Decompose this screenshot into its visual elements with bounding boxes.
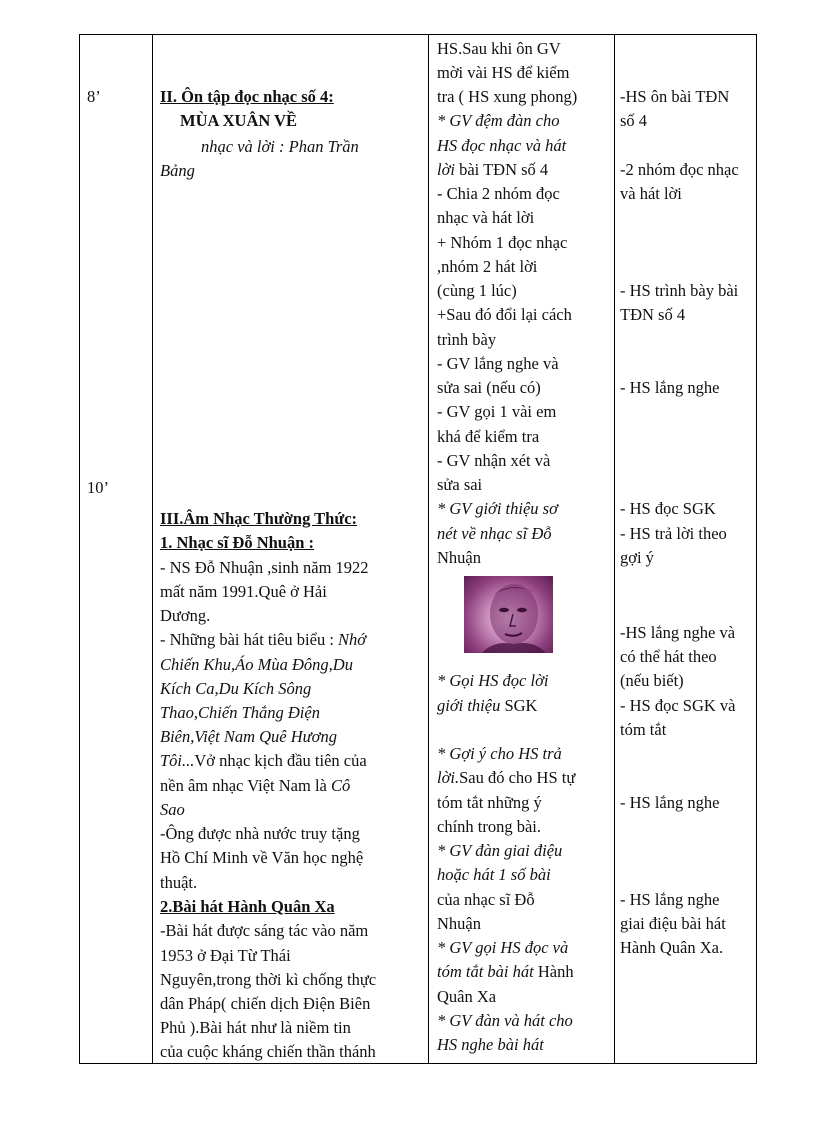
text-line	[160, 774, 350, 798]
text-line: tóm tắt những ý	[437, 793, 542, 812]
text-line	[437, 158, 548, 182]
column-divider	[614, 35, 615, 1063]
text-line: TĐN số 4	[620, 305, 686, 324]
text-line: dân Pháp( chiến dịch Điện Biên	[160, 994, 371, 1013]
text-line: của nhạc sĩ Đỗ	[437, 890, 535, 909]
text-line: 1953 ở Đại Từ Thái	[160, 946, 291, 965]
section-3-title: III.Âm Nhạc Thường Thức:	[160, 509, 358, 528]
text-line: có thể hát theo	[620, 647, 717, 666]
text-line: -HS ôn bài TĐN	[620, 87, 730, 106]
text-line: giai điệu bài hát	[620, 914, 726, 933]
text-part: lời	[437, 160, 460, 179]
text-line: -Bài hát được sáng tác vào năm	[160, 921, 369, 940]
text-line: HS đọc nhạc và hát	[437, 136, 567, 155]
text-line: Thao,Chiến Thắng Điện	[160, 703, 320, 722]
composer-portrait	[464, 576, 553, 653]
text-line	[437, 960, 574, 984]
text-part: nền âm nhạc Việt Nam là	[160, 776, 331, 795]
text-part: Nhớ	[338, 630, 367, 649]
text-part: bài TĐN số 4	[459, 160, 549, 179]
text-line	[160, 628, 366, 652]
text-line: thuật.	[160, 873, 198, 892]
text-line: sửa sai	[437, 475, 483, 494]
text-line: - NS Đỗ Nhuận ,sinh năm 1922	[160, 558, 369, 577]
text-line: Sao	[160, 800, 185, 819]
text-line: tóm tắt	[620, 720, 667, 739]
text-line: (nếu biết)	[620, 671, 684, 690]
text-line: gợi ý	[620, 548, 654, 567]
text-part: - Những bài hát tiêu biểu :	[160, 630, 339, 649]
text-line: -2 nhóm đọc nhạc	[620, 160, 739, 179]
text-line: - Chia 2 nhóm đọc	[437, 184, 560, 203]
text-line: - GV lắng nghe và	[437, 354, 559, 373]
text-line: số 4	[620, 111, 648, 130]
text-line: - HS lắng nghe	[620, 378, 720, 397]
text-line: * GV đệm đàn cho	[437, 111, 560, 130]
text-line	[437, 766, 575, 790]
text-line: tra ( HS xung phong)	[437, 87, 578, 106]
text-line: (cùng 1 lúc)	[437, 281, 517, 300]
text-line: Nhuận	[437, 548, 481, 567]
text-line: * GV gọi HS đọc và	[437, 938, 569, 957]
song-author-cont: Bảng	[160, 161, 195, 180]
text-line: hoặc hát 1 số bài	[437, 865, 551, 884]
text-part: lời.	[437, 768, 460, 787]
text-line: -Ông được nhà nước truy tặng	[160, 824, 360, 843]
text-line: mời vài HS để kiểm	[437, 63, 570, 82]
text-line: Quân Xa	[437, 987, 497, 1006]
text-line: Biên,Việt Nam Quê Hương	[160, 727, 337, 746]
time-10min: 10’	[87, 478, 109, 497]
text-part: Tôi...	[160, 751, 195, 770]
text-line: + Nhóm 1 đọc nhạc	[437, 233, 568, 252]
text-line: * GV giới thiệu sơ	[437, 499, 558, 518]
text-line	[437, 694, 537, 718]
section-2-title: II. Ôn tập đọc nhạc số 4:	[160, 87, 334, 106]
text-line: -HS lắng nghe và	[620, 623, 736, 642]
text-line: Phủ ).Bài hát như là niềm tin	[160, 1018, 351, 1037]
text-line: * Gợi ý cho HS trả	[437, 744, 562, 763]
text-line: - HS đọc SGK và	[620, 696, 736, 715]
text-line: * Gọi HS đọc lời	[437, 671, 549, 690]
text-line: trình bày	[437, 330, 497, 349]
text-line: - HS trình bày bài	[620, 281, 739, 300]
text-line: Nhuận	[437, 914, 481, 933]
song-title: MÙA XUÂN VỀ	[180, 111, 298, 130]
text-part: Vở nhạc kịch đầu tiên của	[194, 751, 367, 770]
subsection-2-title: 2.Bài hát Hành Quân Xa	[160, 897, 335, 916]
text-line: của cuộc kháng chiến thần thánh	[160, 1042, 376, 1061]
text-line: HS nghe bài hát	[437, 1035, 544, 1054]
text-line: và hát lời	[620, 184, 682, 203]
text-line: sửa sai (nếu có)	[437, 378, 541, 397]
text-part: Cô	[330, 776, 351, 795]
text-line: - HS đọc SGK	[620, 499, 716, 518]
text-line: chính trong bài.	[437, 817, 542, 836]
text-line: - HS lắng nghe	[620, 890, 720, 909]
text-line	[160, 749, 367, 773]
text-line: +Sau đó đổi lại cách	[437, 305, 572, 324]
text-line: - GV nhận xét và	[437, 451, 551, 470]
text-part: tóm tắt bài hát	[437, 962, 538, 981]
text-part: Sau đó cho HS tự	[459, 768, 576, 787]
text-line: ,nhóm 2 hát lời	[437, 257, 538, 276]
song-author: nhạc và lời : Phan Trần	[201, 137, 359, 156]
text-line: Hồ Chí Minh về Văn học nghệ	[160, 848, 364, 867]
text-line: HS.Sau khi ôn GV	[437, 39, 561, 58]
text-line: khá để kiểm tra	[437, 427, 540, 446]
text-line: - HS lắng nghe	[620, 793, 720, 812]
text-part: giới thiệu	[437, 696, 505, 715]
subsection-1-title: 1. Nhạc sĩ Đỗ Nhuận :	[160, 533, 315, 552]
text-line: - HS trả lời theo	[620, 524, 727, 543]
portrait-illustration	[464, 576, 553, 653]
text-line: Dương.	[160, 606, 211, 625]
text-part: Hành	[537, 962, 574, 981]
text-line: Nguyên,trong thời kì chống thực	[160, 970, 377, 989]
text-part: SGK	[504, 696, 538, 715]
text-line: nhạc và hát lời	[437, 208, 535, 227]
text-line: Hành Quân Xa.	[620, 938, 724, 957]
column-divider	[152, 35, 153, 1063]
text-line: * GV đàn giai điệu	[437, 841, 563, 860]
text-line: - GV gọi 1 vài em	[437, 402, 557, 421]
text-line: Chiến Khu,Áo Mùa Đông,Du	[160, 655, 353, 674]
column-divider	[428, 35, 429, 1063]
text-line: mất năm 1991.Quê ở Hải	[160, 582, 327, 601]
text-line: * GV đàn và hát cho	[437, 1011, 573, 1030]
text-line: nét về nhạc sĩ Đỗ	[437, 524, 552, 543]
text-line: Kích Ca,Du Kích Sông	[160, 679, 312, 698]
time-8min: 8’	[87, 87, 101, 106]
